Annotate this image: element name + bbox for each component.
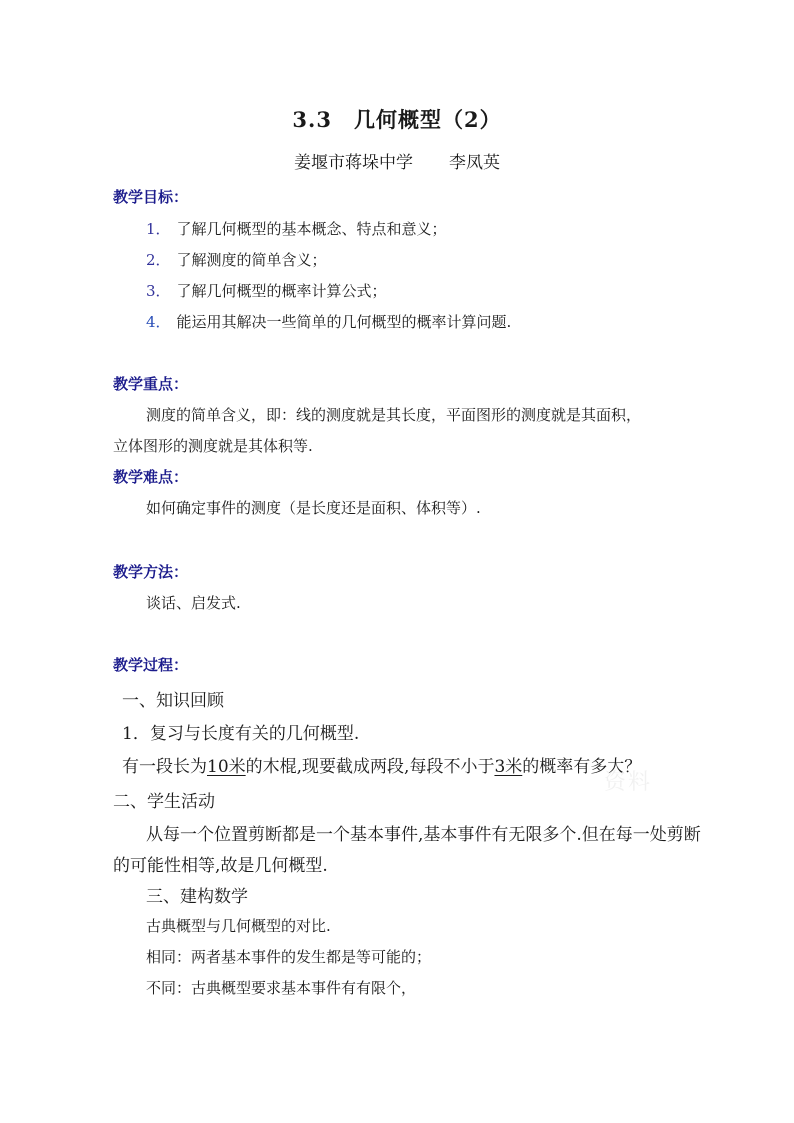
page-title: 3.3 几何概型（2） (292, 107, 502, 132)
methods-heading: 教学方法： (113, 563, 189, 581)
review-item: 1．复习与长度有关的几何概型. (122, 724, 360, 744)
key-points-line: 测度的简单含义，即：线的测度就是其长度，平面图形的测度就是其面积， (146, 406, 642, 424)
objective-item (146, 280, 387, 301)
activity-line: 从每一个位置剪断都是一个基本事件,基本事件有无限多个.但在每一处剪断 (146, 825, 701, 845)
section-construct-math: 三、建构数学 (146, 887, 248, 907)
problem-suffix: 的概率有多大？ (522, 757, 642, 777)
objectives-heading: 教学目标： (113, 188, 189, 206)
problem-length: 10米 (207, 757, 246, 777)
objective-text: 了解几何概型的基本概念、特点和意义； (176, 220, 447, 238)
section-knowledge-review: 一、知识回顾 (122, 691, 224, 711)
problem-min-length: 3米 (494, 757, 523, 777)
objective-item (146, 218, 447, 239)
section-student-activity: 二、学生活动 (113, 792, 215, 812)
objective-item (146, 249, 327, 270)
problem-prefix: 有一段长为 (122, 757, 207, 777)
objective-text: 了解测度的简单含义； (176, 251, 327, 269)
compare-line: 古典概型与几何概型的对比. (146, 917, 331, 935)
same-line: 相同：两者基本事件的发生都是等可能的； (146, 948, 432, 966)
problem-statement (122, 752, 641, 777)
author-line (0, 148, 794, 173)
watermark: 资料 (604, 770, 653, 795)
objective-number: 1． (146, 220, 171, 238)
objective-number: 4． (146, 313, 171, 331)
process-heading: 教学过程： (113, 656, 189, 674)
difficulties-heading: 教学难点： (113, 468, 189, 486)
key-points-line: 立体图形的测度就是其体积等. (113, 437, 313, 455)
objective-text: 了解几何概型的概率计算公式； (176, 282, 387, 300)
methods-text: 谈话、启发式. (146, 594, 241, 612)
difficulties-text: 如何确定事件的测度（是长度还是面积、体积等）. (146, 499, 481, 517)
activity-line: 的可能性相等,故是几何概型. (113, 856, 328, 876)
key-points-heading: 教学重点： (113, 375, 189, 393)
objective-number: 2． (146, 251, 171, 269)
diff-line: 不同：古典概型要求基本事件有有限个， (146, 979, 417, 997)
author-name: 李凤英 (449, 153, 500, 173)
objective-text: 能运用其解决一些简单的几何概型的概率计算问题. (176, 313, 512, 331)
objective-item (146, 311, 511, 332)
objective-number: 3． (146, 282, 171, 300)
author-school: 姜堰市蒋垛中学 (294, 153, 413, 173)
problem-middle: 的木棍,现要截成两段,每段不小于 (245, 757, 495, 777)
